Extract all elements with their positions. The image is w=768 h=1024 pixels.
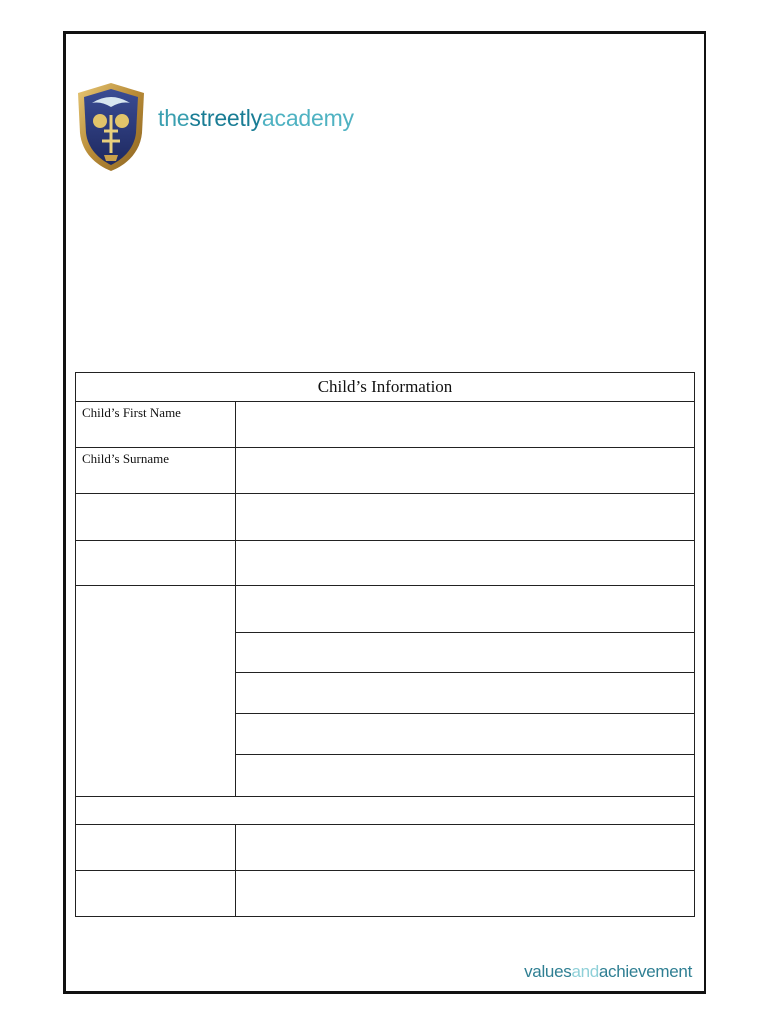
row-7-label	[76, 825, 236, 871]
childs-information-table	[75, 372, 695, 917]
first-name-field[interactable]	[236, 402, 695, 448]
row-4-label	[76, 541, 236, 586]
surname-label: Child’s Surname	[76, 448, 236, 494]
address-line-3-field[interactable]	[236, 673, 695, 714]
table-title: Child’s Information	[76, 373, 695, 402]
row-3-field[interactable]	[236, 494, 695, 541]
section-divider-row	[76, 797, 695, 825]
address-line-4-field[interactable]	[236, 714, 695, 755]
address-line-2-field[interactable]	[236, 633, 695, 673]
surname-field[interactable]	[236, 448, 695, 494]
row-8-label	[76, 871, 236, 917]
row-8-field[interactable]	[236, 871, 695, 917]
academy-wordmark: thestreetlyacademy	[158, 105, 354, 131]
row-3-label	[76, 494, 236, 541]
address-line-5-field[interactable]	[236, 755, 695, 797]
address-line-1-field[interactable]	[236, 586, 695, 633]
first-name-label: Child’s First Name	[76, 402, 236, 448]
values-and-achievement-tagline: valuesandachievement	[524, 962, 692, 981]
address-label	[76, 586, 236, 797]
row-7-field[interactable]	[236, 825, 695, 871]
row-4-field[interactable]	[236, 541, 695, 586]
academy-crest-logo	[76, 81, 146, 173]
